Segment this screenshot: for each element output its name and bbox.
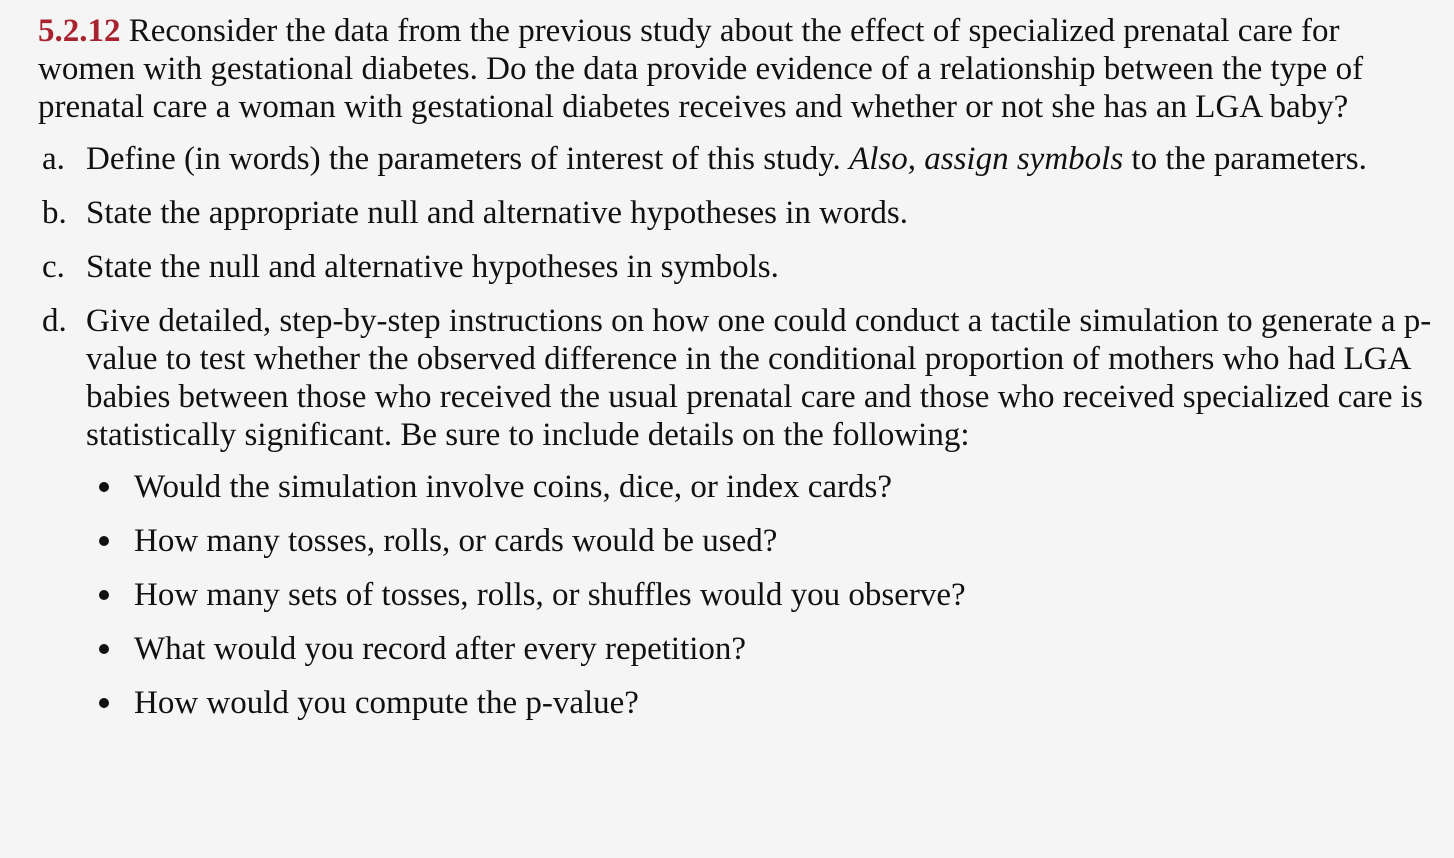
problem-parts-list: [38, 140, 1438, 722]
exercise-document: [38, 12, 1438, 738]
part-d-marker: d.: [42, 303, 67, 339]
part-c-text: State the null and alternative hypotheses in symbols.: [86, 249, 779, 285]
part-a-text-before: Define (in words) the parameters of interest of this study.: [86, 141, 850, 177]
problem-intro: [38, 12, 1438, 126]
part-a-text: [86, 141, 1367, 177]
part-d: [38, 302, 1438, 722]
bullet-text: How would you compute the p-value?: [134, 685, 639, 721]
problem-intro-text: Reconsider the data from the previous study about the effect of specialized prenatal care for women with gestational diabetes. Do the data provide evidence of a relationship between the type of prenatal care a woman with gestational diabetes receives and whether or not she has an LGA baby?: [38, 13, 1364, 125]
part-d-text: Give detailed, step-by-step instructions on how one could conduct a tactile simulation to generate a p-value to test whether the observed difference in the conditional proportion of mothers who had LGA babies between those who received the usual prenatal care and those who received specialized care is statistically significant. Be sure to include details on the following:: [86, 303, 1432, 453]
bullet-item: [86, 630, 1438, 668]
bullet-text: What would you record after every repetition?: [134, 631, 747, 667]
part-c: [38, 248, 1438, 286]
bullet-dot-icon: [99, 482, 109, 492]
bullet-dot-icon: [99, 644, 109, 654]
bullet-item: [86, 576, 1438, 614]
bullet-dot-icon: [99, 590, 109, 600]
bullet-item: [86, 468, 1438, 506]
part-a-text-after: to the parameters.: [1123, 141, 1367, 177]
part-a: [38, 140, 1438, 178]
part-c-marker: c.: [42, 249, 65, 285]
part-b: [38, 194, 1438, 232]
part-b-text: State the appropriate null and alternative hypotheses in words.: [86, 195, 909, 231]
part-b-marker: b.: [42, 195, 67, 231]
part-a-marker: a.: [42, 141, 65, 177]
bullet-dot-icon: [99, 698, 109, 708]
problem-number: 5.2.12: [38, 13, 121, 49]
part-a-text-italic: Also, assign symbols: [849, 141, 1124, 177]
bullet-text: How many sets of tosses, rolls, or shuffles would you observe?: [134, 577, 966, 613]
bullet-dot-icon: [99, 536, 109, 546]
part-d-bullet-list: [86, 468, 1438, 722]
bullet-item: [86, 684, 1438, 722]
bullet-text: How many tosses, rolls, or cards would be used?: [134, 523, 778, 559]
bullet-item: [86, 522, 1438, 560]
bullet-text: Would the simulation involve coins, dice, or index cards?: [134, 469, 893, 505]
